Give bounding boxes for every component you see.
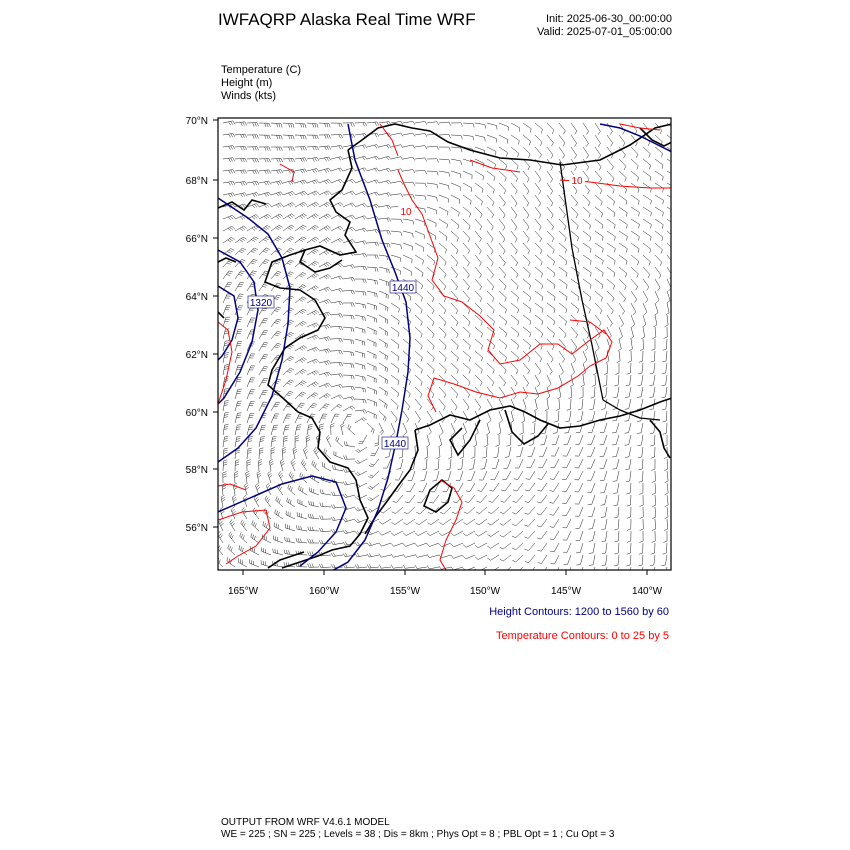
- lon-label-145w: 145°W: [550, 586, 582, 597]
- init-time: Init: 2025-06-30_00:00:00: [546, 13, 672, 25]
- footer-config: WE = 225 ; SN = 225 ; Levels = 38 ; Dis = 8km ; Phys Opt = 8 ; PBL Opt = 1 ; Cu Opt = 3: [221, 829, 615, 840]
- lon-label-150w: 150°W: [469, 586, 501, 597]
- footer-model: OUTPUT FROM WRF V4.6.1 MODEL: [221, 817, 390, 828]
- map-title: IWFAQRP Alaska Real Time WRF: [218, 10, 476, 29]
- lat-label-58n: 58°N: [185, 465, 208, 476]
- lat-ticks: [213, 120, 218, 527]
- border: [560, 162, 660, 420]
- lat-label-70n: 70°N: [185, 116, 208, 127]
- lat-labels: [186, 116, 208, 534]
- valid-time: Valid: 2025-07-01_05:00:00: [537, 26, 672, 38]
- lat-label-62n: 62°N: [185, 350, 208, 361]
- field-height: Height (m): [221, 77, 273, 89]
- temperature-contour-note: Temperature Contours: 0 to 25 by 5: [495, 630, 669, 642]
- lon-label-165w: 165°W: [227, 586, 259, 597]
- lon-label-155w: 155°W: [389, 586, 421, 597]
- lat-label-56n: 56°N: [185, 523, 208, 534]
- lon-labels: [228, 586, 663, 597]
- lat-label-64n: 64°N: [185, 292, 208, 303]
- lat-label-60n: 60°N: [185, 408, 208, 419]
- temperature-contour-labels: [398, 175, 585, 218]
- height-label-1320: 1320: [249, 298, 273, 309]
- lon-ticks: [243, 570, 647, 575]
- height-label-1440-south: 1440: [383, 439, 407, 450]
- lon-label-140w: 140°W: [631, 586, 663, 597]
- temp-label-10-west: 10: [400, 207, 412, 218]
- coastline: [218, 124, 672, 568]
- height-contour-note: Height Contours: 1200 to 1560 by 60: [489, 606, 669, 618]
- field-temperature: Temperature (C): [221, 64, 302, 76]
- lat-label-66n: 66°N: [185, 234, 208, 245]
- temp-label-10-east: 10: [571, 176, 583, 187]
- lon-label-160w: 160°W: [308, 586, 340, 597]
- height-label-1440-north: 1440: [391, 283, 415, 294]
- field-winds: Winds (kts): [221, 90, 276, 102]
- lat-label-68n: 68°N: [185, 176, 208, 187]
